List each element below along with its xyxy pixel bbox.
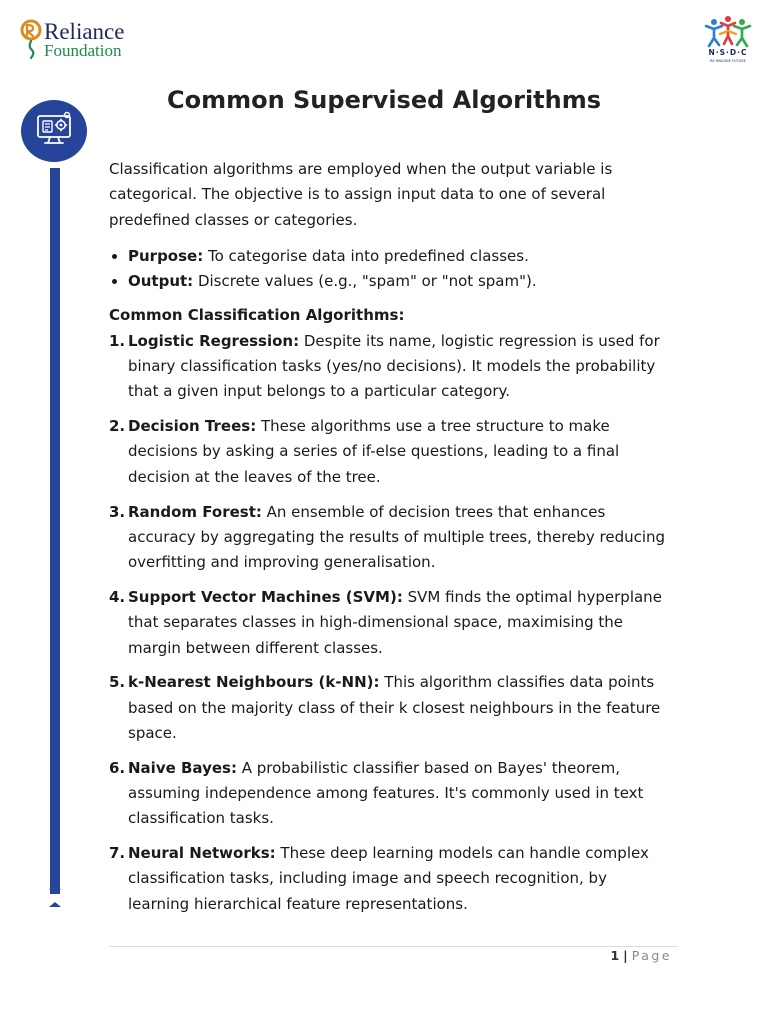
page-footer [560,948,672,963]
left-accent-rail [50,168,60,894]
algorithm-number: 6. [109,758,126,777]
algorithm-description: These algorithms use a tree structure to make decisions by asking a series of if-else questions, leading to a final decision at the leaves of the tree. [128,417,620,486]
nsdc-tagline: RE·IMAGINE FUTURE [710,59,746,63]
bullet-text: To categorise data into predefined classes. [203,246,529,265]
reliance-mark-icon [20,19,42,59]
bullet-output [128,269,669,294]
algorithm-name: Support Vector Machines (SVM): [128,587,403,606]
nsdc-wordmark: N·S·D·C [708,48,748,57]
chevron-up-icon [48,889,62,909]
logo-line-foundation: Foundation [44,41,122,60]
page-title: Common Supervised Algorithms [166,86,602,114]
algorithm-number: 5. [109,673,126,692]
algorithm-item [109,585,669,661]
algorithm-number: 4. [109,587,126,606]
logo-line-reliance: Reliance [44,19,125,44]
algorithm-item [109,841,669,917]
algorithm-description: Despite its name, logistic regression is used for binary classification tasks (yes/no decisions). It models the probability that a given input belongs to a particular category. [128,331,660,401]
footer-separator: | [623,948,628,963]
algorithm-name: Random Forest: [128,502,262,521]
bullet-text: Discrete values (e.g., "spam" or "not spam"). [193,272,537,291]
page-word: Page [631,948,672,963]
algorithm-number: 7. [109,844,126,863]
algorithms-heading: Common Classification Algorithms: [109,306,405,325]
algorithm-name: Logistic Regression: [128,331,300,350]
reliance-foundation-logo [20,17,150,61]
algorithm-description: A probabilistic classifier based on Bayes' theorem, assuming independence among features. It's commonly used in text classification tasks. [128,758,644,828]
algorithm-item [109,670,669,746]
nsdc-figures-icon [700,14,756,48]
algorithm-number: 2. [109,417,126,436]
algorithm-name: Naive Bayes: [128,758,237,777]
bullet-purpose [128,244,669,269]
algorithm-item [109,500,669,576]
algorithm-item [109,414,669,490]
algorithm-number: 3. [109,502,126,521]
algorithm-name: Neural Networks: [128,844,276,863]
algorithms-list [109,329,669,917]
nsdc-logo [700,14,756,68]
algorithm-item [109,756,669,832]
algorithm-number: 1. [109,331,126,350]
bullet-label: Output: [128,272,194,291]
document-body [109,157,669,927]
bullet-label: Purpose: [128,246,204,265]
algorithm-description: This algorithm classifies data points based on the majority class of their k closest neighbours in the feature space. [128,673,661,742]
purpose-output-list [109,244,669,295]
algorithm-description: These deep learning models can handle complex classification tasks, including image and speech recognition, by learning hierarchical feature representations. [128,844,649,913]
algorithm-description: An ensemble of decision trees that enhances accuracy by aggregating the results of multiple trees, thereby reducing overfitting and improving generalisation. [128,502,666,572]
footer-divider [109,946,678,947]
algorithm-item [109,329,669,405]
intro-paragraph: Classification algorithms are employed when the output variable is categorical. The objective is to assign input data to one of several predefined classes or categories. [109,160,613,229]
algorithm-name: Decision Trees: [128,417,257,436]
ai-monitor-gear-icon [34,110,74,150]
algorithm-name: k-Nearest Neighbours (k-NN): [128,673,380,692]
algorithm-description: SVM finds the optimal hyperplane that separates classes in high-dimensional space, maximising the margin between different classes. [128,587,662,657]
section-badge [21,100,87,162]
page-number: 1 [610,948,620,963]
